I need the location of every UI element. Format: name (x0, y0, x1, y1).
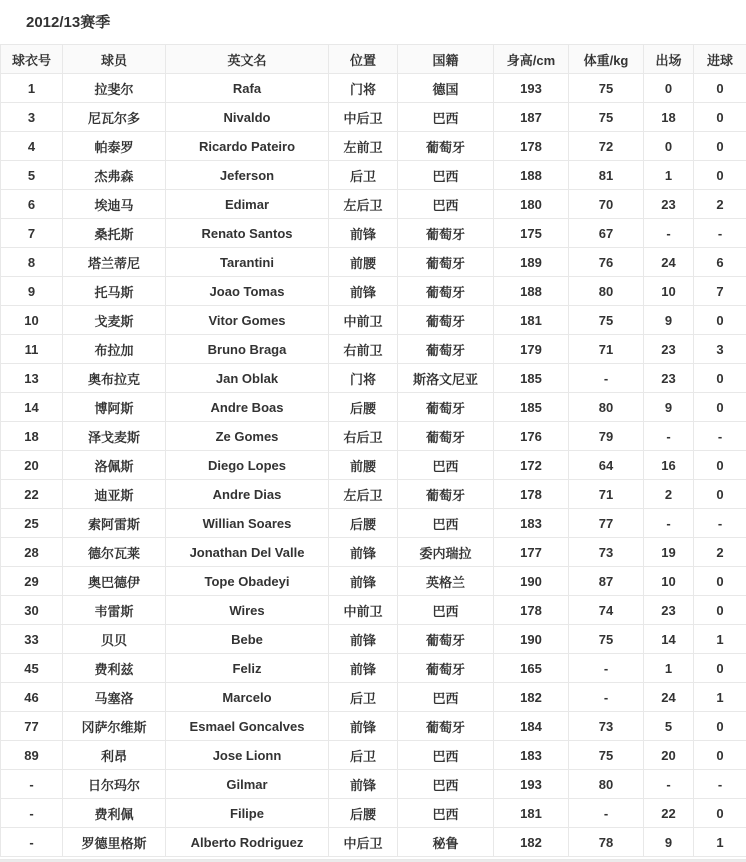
column-header: 英文名 (166, 45, 329, 74)
column-header: 进球 (694, 45, 746, 74)
table-cell: 190 (494, 567, 569, 596)
table-cell: 葡萄牙 (398, 306, 494, 335)
squad-table (0, 44, 746, 857)
table-row (1, 422, 746, 451)
table-cell: - (569, 683, 644, 712)
table-cell: Edimar (166, 190, 329, 219)
table-cell: 1 (694, 625, 746, 654)
table-row (1, 828, 746, 857)
table-cell: 7 (694, 277, 746, 306)
table-cell: 1 (644, 161, 694, 190)
table-cell: 178 (494, 132, 569, 161)
table-cell: 托马斯 (63, 277, 166, 306)
table-cell: Willian Soares (166, 509, 329, 538)
table-cell: 67 (569, 219, 644, 248)
table-row (1, 567, 746, 596)
table-cell: Renato Santos (166, 219, 329, 248)
table-cell: 韦雷斯 (63, 596, 166, 625)
table-cell: 0 (694, 567, 746, 596)
table-cell: 葡萄牙 (398, 422, 494, 451)
table-cell: Andre Boas (166, 393, 329, 422)
table-cell: 80 (569, 770, 644, 799)
table-cell: 巴西 (398, 103, 494, 132)
table-cell: 中前卫 (329, 306, 398, 335)
table-cell: 75 (569, 306, 644, 335)
table-cell: 葡萄牙 (398, 654, 494, 683)
table-cell: 13 (1, 364, 63, 393)
table-cell: Feliz (166, 654, 329, 683)
table-cell: 23 (644, 335, 694, 364)
table-cell: 5 (644, 712, 694, 741)
table-cell: 2 (694, 538, 746, 567)
table-cell: 左后卫 (329, 480, 398, 509)
table-cell: 中前卫 (329, 596, 398, 625)
table-cell: - (694, 219, 746, 248)
table-cell: 183 (494, 509, 569, 538)
table-row (1, 712, 746, 741)
season-title: 2012/13赛季 (26, 14, 111, 31)
table-row (1, 451, 746, 480)
table-cell: 0 (694, 306, 746, 335)
table-cell: 20 (644, 741, 694, 770)
table-cell: 塔兰蒂尼 (63, 248, 166, 277)
table-cell: Jose Lionn (166, 741, 329, 770)
table-cell: - (694, 770, 746, 799)
table-cell: Rafa (166, 74, 329, 103)
table-cell: 0 (694, 799, 746, 828)
table-cell: 索阿雷斯 (63, 509, 166, 538)
table-cell: 1 (694, 828, 746, 857)
table-row (1, 480, 746, 509)
table-cell: - (644, 422, 694, 451)
table-cell: 180 (494, 190, 569, 219)
table-cell: Diego Lopes (166, 451, 329, 480)
table-cell: Filipe (166, 799, 329, 828)
table-cell: Andre Dias (166, 480, 329, 509)
table-cell: 16 (644, 451, 694, 480)
table-cell: 182 (494, 683, 569, 712)
table-cell: Gilmar (166, 770, 329, 799)
column-header: 身高/cm (494, 45, 569, 74)
table-cell: 0 (694, 596, 746, 625)
table-cell: Tope Obadeyi (166, 567, 329, 596)
table-cell: Jeferson (166, 161, 329, 190)
table-cell: 巴西 (398, 596, 494, 625)
table-cell: 2 (644, 480, 694, 509)
table-cell: 尼瓦尔多 (63, 103, 166, 132)
table-cell: 70 (569, 190, 644, 219)
table-cell: 188 (494, 161, 569, 190)
table-cell: 184 (494, 712, 569, 741)
table-cell: 20 (1, 451, 63, 480)
table-cell: Ricardo Pateiro (166, 132, 329, 161)
table-cell: 77 (1, 712, 63, 741)
table-cell: 18 (644, 103, 694, 132)
table-cell: 埃迪马 (63, 190, 166, 219)
table-cell: 45 (1, 654, 63, 683)
table-cell: 89 (1, 741, 63, 770)
table-cell: 日尔玛尔 (63, 770, 166, 799)
table-cell: 前锋 (329, 712, 398, 741)
table-cell: 前锋 (329, 277, 398, 306)
table-cell: 176 (494, 422, 569, 451)
table-row (1, 741, 746, 770)
table-cell: 177 (494, 538, 569, 567)
table-row (1, 335, 746, 364)
table-row (1, 219, 746, 248)
table-cell: Joao Tomas (166, 277, 329, 306)
table-cell: 0 (644, 132, 694, 161)
column-header: 球衣号 (1, 45, 63, 74)
table-cell: 费利兹 (63, 654, 166, 683)
table-cell: 19 (644, 538, 694, 567)
table-cell: 前锋 (329, 219, 398, 248)
table-cell: 9 (1, 277, 63, 306)
table-cell: Vitor Gomes (166, 306, 329, 335)
table-cell: 14 (1, 393, 63, 422)
table-cell: 18 (1, 422, 63, 451)
table-cell: 11 (1, 335, 63, 364)
table-cell: 25 (1, 509, 63, 538)
table-cell: 1 (644, 654, 694, 683)
table-cell: 0 (694, 480, 746, 509)
table-row (1, 509, 746, 538)
table-cell: 77 (569, 509, 644, 538)
table-cell: 后腰 (329, 509, 398, 538)
table-header-row (1, 45, 746, 74)
table-cell: 后卫 (329, 161, 398, 190)
table-cell: Bebe (166, 625, 329, 654)
table-cell: 30 (1, 596, 63, 625)
table-cell: 189 (494, 248, 569, 277)
table-cell: 冈萨尔维斯 (63, 712, 166, 741)
table-cell: 葡萄牙 (398, 480, 494, 509)
table-cell: 178 (494, 596, 569, 625)
table-cell: 德尔瓦莱 (63, 538, 166, 567)
table-cell: 利昂 (63, 741, 166, 770)
table-cell: 80 (569, 277, 644, 306)
table-row (1, 683, 746, 712)
table-row (1, 248, 746, 277)
table-cell: 马塞洛 (63, 683, 166, 712)
table-cell: 巴西 (398, 509, 494, 538)
table-cell: 巴西 (398, 799, 494, 828)
table-cell: 巴西 (398, 741, 494, 770)
table-cell: 葡萄牙 (398, 277, 494, 306)
table-cell: 巴西 (398, 770, 494, 799)
table-cell: 188 (494, 277, 569, 306)
column-header: 出场 (644, 45, 694, 74)
table-cell: 巴西 (398, 683, 494, 712)
table-cell: - (694, 422, 746, 451)
table-cell: 前锋 (329, 625, 398, 654)
table-cell: 178 (494, 480, 569, 509)
table-cell: 迪亚斯 (63, 480, 166, 509)
table-cell: 165 (494, 654, 569, 683)
table-cell: 33 (1, 625, 63, 654)
table-cell: 6 (1, 190, 63, 219)
table-cell: 前腰 (329, 451, 398, 480)
table-cell: 门将 (329, 74, 398, 103)
table-row (1, 364, 746, 393)
table-cell: - (644, 509, 694, 538)
table-cell: 23 (644, 596, 694, 625)
table-cell: 右前卫 (329, 335, 398, 364)
table-cell: 前锋 (329, 567, 398, 596)
table-cell: 8 (1, 248, 63, 277)
table-cell: Ze Gomes (166, 422, 329, 451)
table-cell: 0 (694, 451, 746, 480)
table-cell: Jonathan Del Valle (166, 538, 329, 567)
table-cell: 75 (569, 74, 644, 103)
table-row (1, 306, 746, 335)
table-cell: Esmael Goncalves (166, 712, 329, 741)
table-cell: - (1, 799, 63, 828)
table-cell: 22 (644, 799, 694, 828)
table-cell: 9 (644, 828, 694, 857)
table-cell: 182 (494, 828, 569, 857)
table-cell: 46 (1, 683, 63, 712)
table-cell: Nivaldo (166, 103, 329, 132)
table-cell: 葡萄牙 (398, 132, 494, 161)
table-cell: 29 (1, 567, 63, 596)
table-row (1, 132, 746, 161)
table-cell: 28 (1, 538, 63, 567)
table-cell: 3 (1, 103, 63, 132)
table-cell: - (1, 770, 63, 799)
table-cell: - (644, 770, 694, 799)
table-cell: 23 (644, 190, 694, 219)
table-cell: - (1, 828, 63, 857)
table-cell: 拉斐尔 (63, 74, 166, 103)
table-cell: 0 (694, 741, 746, 770)
table-cell: 桑托斯 (63, 219, 166, 248)
table-cell: 24 (644, 683, 694, 712)
table-cell: 0 (694, 364, 746, 393)
table-cell: 22 (1, 480, 63, 509)
table-cell: 中后卫 (329, 828, 398, 857)
table-cell: 4 (1, 132, 63, 161)
table-cell: 2 (694, 190, 746, 219)
table-cell: 博阿斯 (63, 393, 166, 422)
column-header: 国籍 (398, 45, 494, 74)
table-cell: - (569, 654, 644, 683)
table-cell: 175 (494, 219, 569, 248)
table-cell: 76 (569, 248, 644, 277)
table-cell: 斯洛文尼亚 (398, 364, 494, 393)
table-cell: 0 (694, 712, 746, 741)
table-cell: 181 (494, 799, 569, 828)
table-cell: 1 (694, 683, 746, 712)
table-cell: 0 (694, 74, 746, 103)
table-cell: 10 (644, 277, 694, 306)
table-cell: 巴西 (398, 190, 494, 219)
table-cell: 0 (694, 393, 746, 422)
table-cell: 右后卫 (329, 422, 398, 451)
table-cell: 葡萄牙 (398, 335, 494, 364)
table-cell: 193 (494, 770, 569, 799)
table-cell: 74 (569, 596, 644, 625)
table-cell: 23 (644, 364, 694, 393)
table-cell: Alberto Rodriguez (166, 828, 329, 857)
table-cell: 葡萄牙 (398, 625, 494, 654)
table-cell: - (644, 219, 694, 248)
table-cell: 前锋 (329, 654, 398, 683)
table-cell: - (694, 509, 746, 538)
table-cell: 71 (569, 480, 644, 509)
table-row (1, 538, 746, 567)
table-cell: 190 (494, 625, 569, 654)
table-cell: 72 (569, 132, 644, 161)
table-cell: 奥布拉克 (63, 364, 166, 393)
table-cell: Wires (166, 596, 329, 625)
table-cell: 10 (1, 306, 63, 335)
table-cell: 5 (1, 161, 63, 190)
table-cell: 洛佩斯 (63, 451, 166, 480)
table-cell: 后卫 (329, 683, 398, 712)
table-cell: Tarantini (166, 248, 329, 277)
table-cell: 73 (569, 712, 644, 741)
table-cell: 14 (644, 625, 694, 654)
table-cell: 0 (694, 132, 746, 161)
table-cell: 泽戈麦斯 (63, 422, 166, 451)
table-cell: 10 (644, 567, 694, 596)
table-cell: 葡萄牙 (398, 393, 494, 422)
table-cell: 183 (494, 741, 569, 770)
table-cell: 24 (644, 248, 694, 277)
table-cell: 71 (569, 335, 644, 364)
table-cell: 帕泰罗 (63, 132, 166, 161)
table-row (1, 799, 746, 828)
table-cell: 0 (694, 654, 746, 683)
column-header: 位置 (329, 45, 398, 74)
table-cell: 前腰 (329, 248, 398, 277)
table-cell: 秘鲁 (398, 828, 494, 857)
table-cell: 172 (494, 451, 569, 480)
table-cell: 中后卫 (329, 103, 398, 132)
table-row (1, 74, 746, 103)
table-row (1, 770, 746, 799)
table-cell: - (569, 364, 644, 393)
table-row (1, 654, 746, 683)
table-cell: 1 (1, 74, 63, 103)
column-header: 体重/kg (569, 45, 644, 74)
table-cell: 6 (694, 248, 746, 277)
table-row (1, 393, 746, 422)
table-cell: 费利佩 (63, 799, 166, 828)
table-row (1, 596, 746, 625)
table-cell: 73 (569, 538, 644, 567)
table-cell: 德国 (398, 74, 494, 103)
table-row (1, 625, 746, 654)
table-cell: 后卫 (329, 741, 398, 770)
table-row (1, 277, 746, 306)
table-cell: 0 (694, 161, 746, 190)
table-cell: 门将 (329, 364, 398, 393)
table-cell: 英格兰 (398, 567, 494, 596)
table-cell: 80 (569, 393, 644, 422)
table-cell: 75 (569, 103, 644, 132)
table-cell: 75 (569, 741, 644, 770)
table-cell: 前锋 (329, 770, 398, 799)
table-cell: 前锋 (329, 538, 398, 567)
table-row (1, 103, 746, 132)
table-cell: 79 (569, 422, 644, 451)
table-cell: Marcelo (166, 683, 329, 712)
table-cell: 75 (569, 625, 644, 654)
table-cell: 贝贝 (63, 625, 166, 654)
table-cell: 185 (494, 393, 569, 422)
table-cell: 0 (644, 74, 694, 103)
table-row (1, 190, 746, 219)
table-cell: 后腰 (329, 393, 398, 422)
table-cell: 奥巴德伊 (63, 567, 166, 596)
table-cell: 78 (569, 828, 644, 857)
table-cell: 后腰 (329, 799, 398, 828)
table-cell: 巴西 (398, 161, 494, 190)
table-cell: 185 (494, 364, 569, 393)
table-cell: 葡萄牙 (398, 219, 494, 248)
table-cell: 181 (494, 306, 569, 335)
table-cell: Bruno Braga (166, 335, 329, 364)
table-cell: 葡萄牙 (398, 712, 494, 741)
table-cell: 81 (569, 161, 644, 190)
table-cell: 0 (694, 103, 746, 132)
table-cell: 9 (644, 306, 694, 335)
table-cell: 葡萄牙 (398, 248, 494, 277)
table-cell: 187 (494, 103, 569, 132)
table-cell: 左前卫 (329, 132, 398, 161)
table-cell: Jan Oblak (166, 364, 329, 393)
table-cell: 左后卫 (329, 190, 398, 219)
table-cell: 9 (644, 393, 694, 422)
table-cell: 巴西 (398, 451, 494, 480)
table-cell: 布拉加 (63, 335, 166, 364)
table-cell: 3 (694, 335, 746, 364)
table-cell: 委内瑞拉 (398, 538, 494, 567)
table-cell: 戈麦斯 (63, 306, 166, 335)
column-header: 球员 (63, 45, 166, 74)
table-cell: 193 (494, 74, 569, 103)
table-cell: 87 (569, 567, 644, 596)
table-cell: 杰弗森 (63, 161, 166, 190)
table-cell: 罗德里格斯 (63, 828, 166, 857)
table-cell: 179 (494, 335, 569, 364)
table-cell: - (569, 799, 644, 828)
table-row (1, 161, 746, 190)
table-cell: 7 (1, 219, 63, 248)
table-cell: 64 (569, 451, 644, 480)
